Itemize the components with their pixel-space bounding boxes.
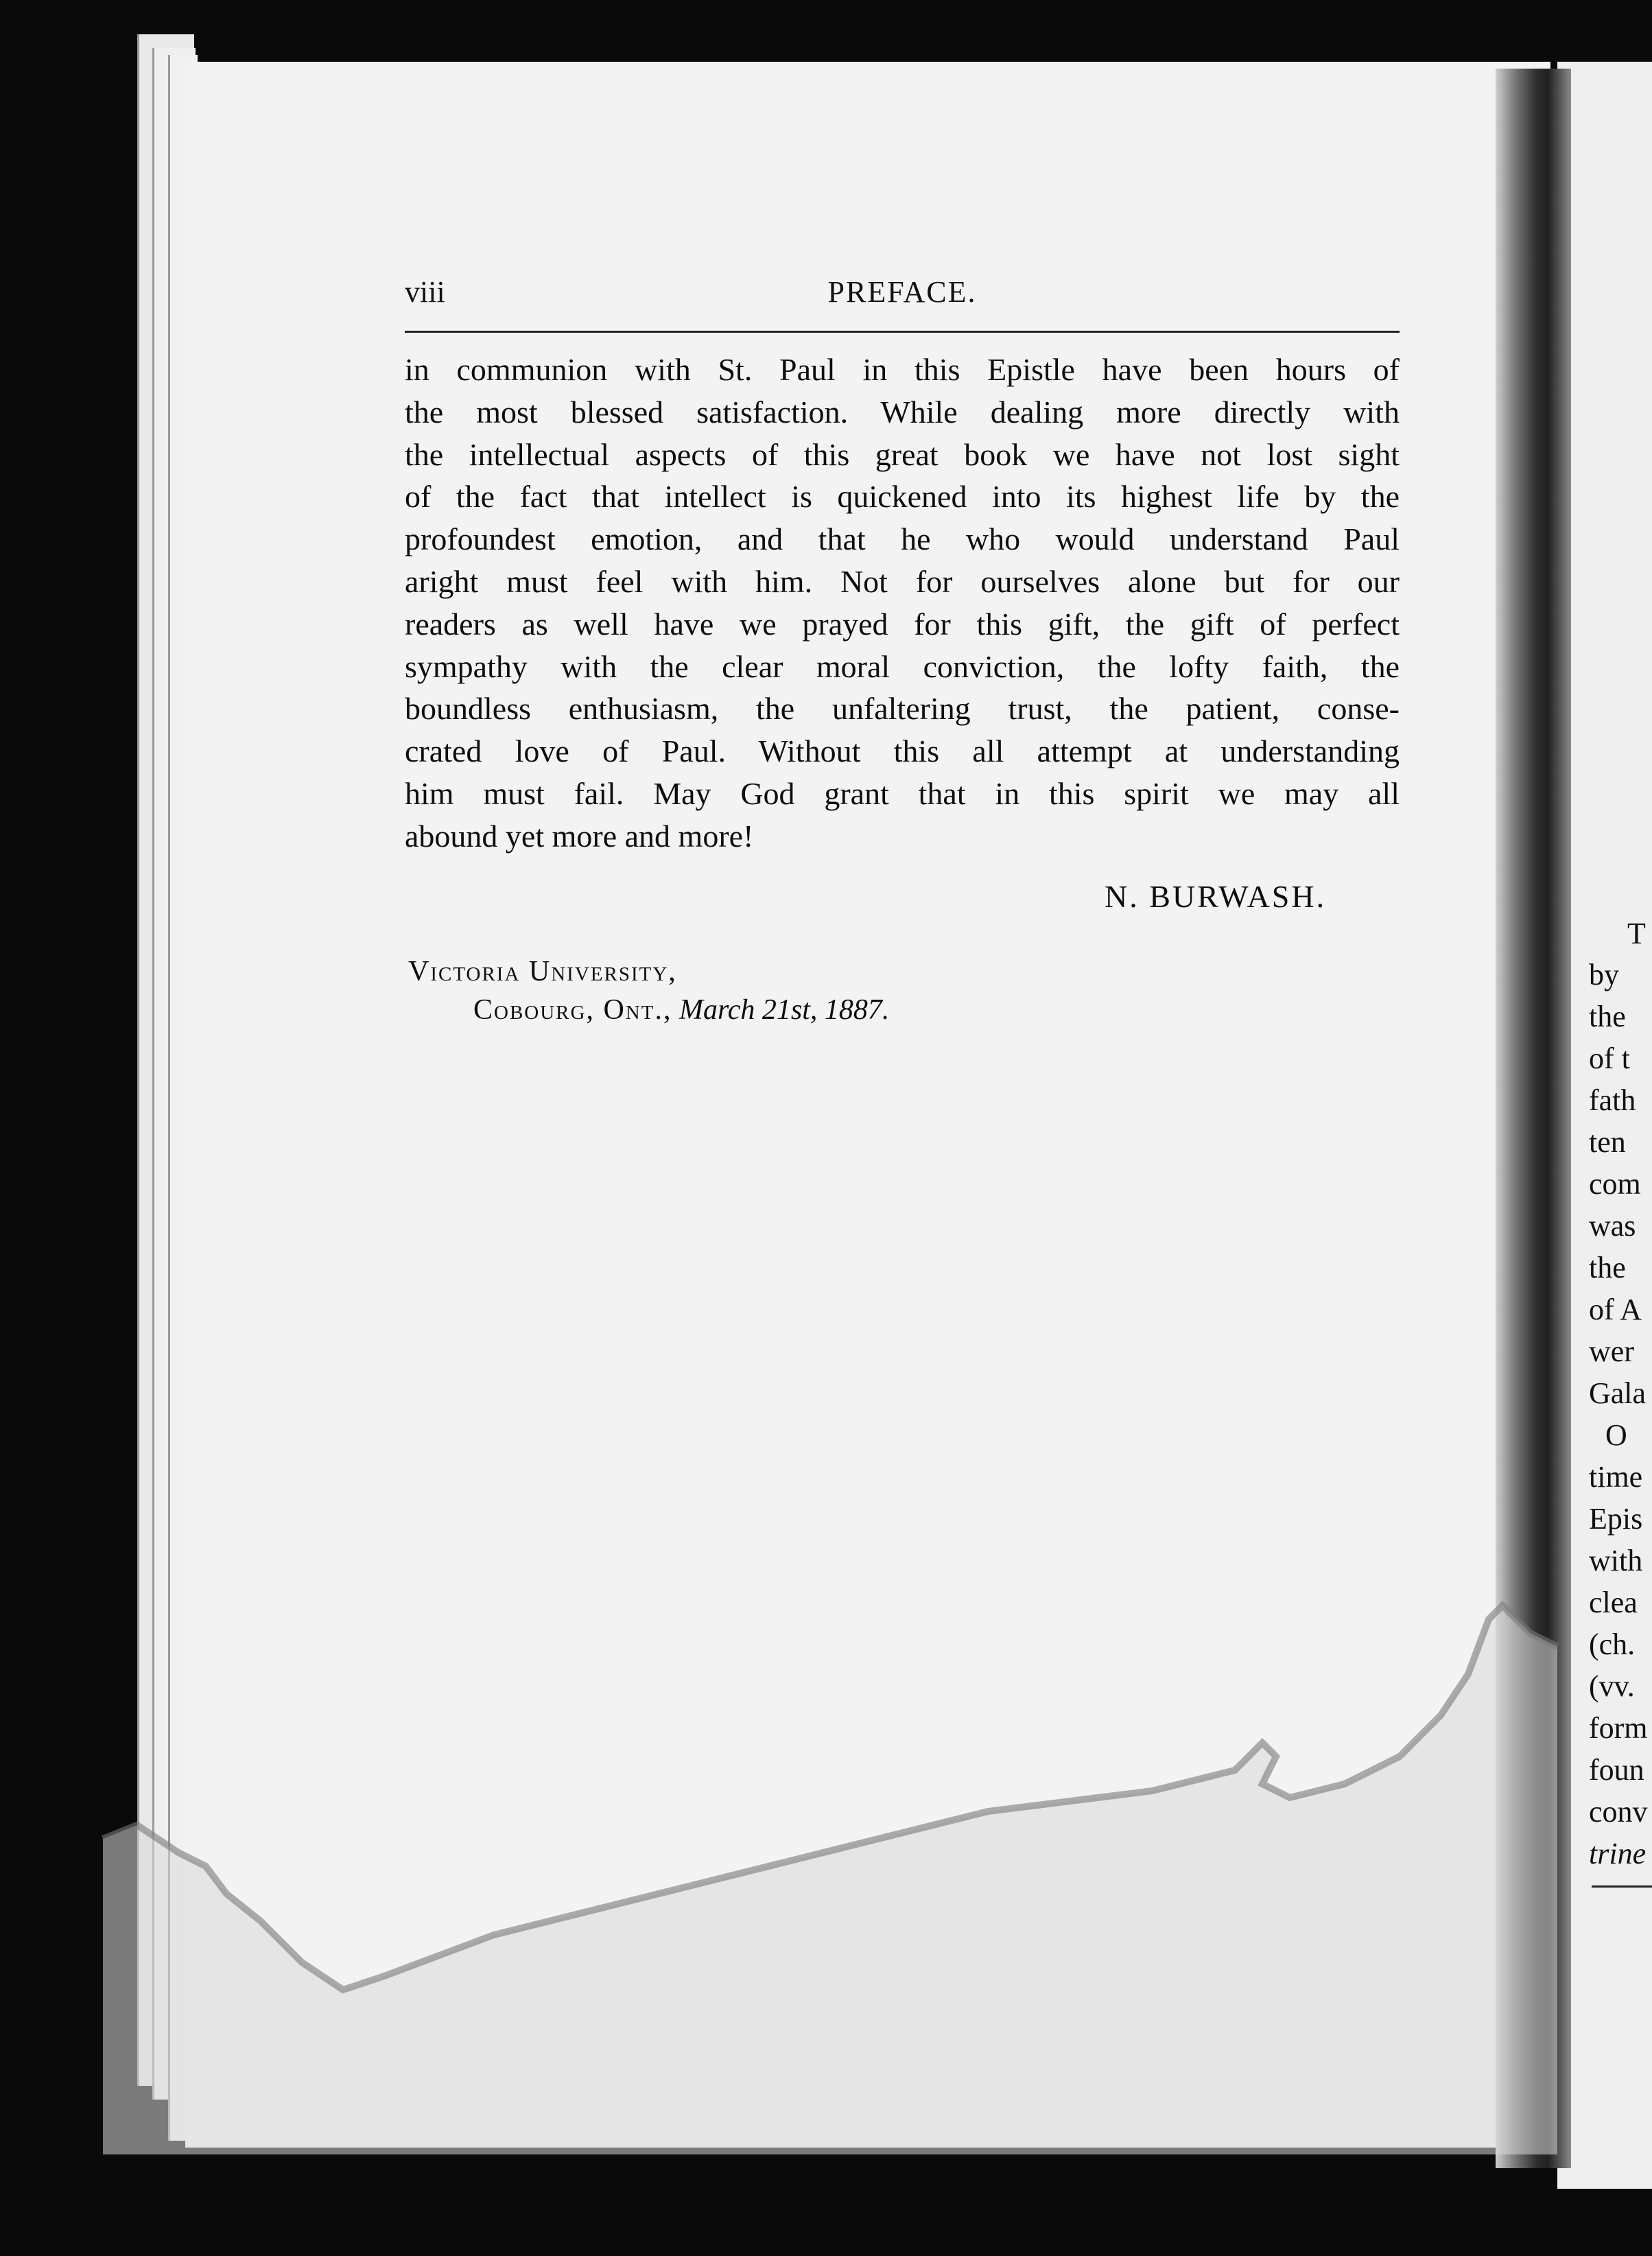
facing-text-fragment: foun (1589, 1753, 1644, 1787)
facing-text-fragment: (ch. (1589, 1628, 1636, 1661)
text-line: abound yet more and more! (405, 818, 754, 854)
facing-text-fragment: ten (1589, 1125, 1626, 1159)
facing-text-fragment: the (1589, 1251, 1626, 1284)
facing-text-fragment: Epis (1589, 1502, 1643, 1536)
facing-footnote-rule (1592, 1885, 1652, 1888)
place-text: Cobourg, Ont., (473, 994, 672, 1026)
header-rule (405, 331, 1400, 333)
text-line: crated love of Paul. Without this all attempt at understanding (405, 733, 1400, 769)
text-line: sympathy with the clear moral conviction, the lofty faith, the (405, 648, 1400, 684)
facing-text-fragment: of A (1589, 1293, 1642, 1326)
page-header (405, 274, 1400, 316)
facing-text-fragment: of t (1589, 1042, 1630, 1075)
facing-text-fragment: trine (1589, 1837, 1647, 1870)
date-text: March 21st, 1887. (678, 994, 890, 1026)
facing-text-fragment: Gala (1589, 1376, 1647, 1410)
facing-text-fragment: the (1589, 1000, 1626, 1033)
text-line: profoundest emotion, and that he who would understand Paul (405, 521, 1400, 557)
place-date-line (473, 994, 889, 1026)
facing-text-fragment: clea (1589, 1586, 1638, 1619)
facing-text-fragment: time (1589, 1460, 1643, 1494)
place-line: Victoria University, (408, 956, 677, 987)
text-line: the intellectual aspects of this great book we have not lost sight (405, 436, 1400, 472)
facing-text-fragment: com (1589, 1167, 1641, 1201)
facing-text-fragment: by (1589, 958, 1619, 991)
facing-text-fragment: (vv. (1589, 1669, 1635, 1703)
text-line: aright must feel with him. Not for ourselves alone but for our (405, 563, 1400, 599)
text-line: boundless enthusiasm, the unfaltering trust, the patient, conse- (405, 691, 1400, 727)
facing-text-fragment: fath (1589, 1083, 1636, 1117)
text-line: the most blessed satisfaction. While dealing more directly with (405, 394, 1400, 430)
facing-text-fragment: O (1605, 1418, 1627, 1452)
facing-text-fragment: form (1589, 1711, 1648, 1745)
preface-text (405, 349, 1400, 858)
facing-text-fragment: T (1627, 917, 1646, 950)
text-line: him must fail. May God grant that in this spirit we may all (405, 775, 1400, 811)
text-line: of the fact that intellect is quickened into its highest life by the (405, 479, 1400, 515)
facing-text-fragment: with (1589, 1544, 1643, 1577)
text-line: in communion with St. Paul in this Epistle have been hours of (405, 352, 1400, 387)
page-number: viii (405, 275, 445, 309)
facing-text-fragment: was (1589, 1209, 1636, 1243)
text-line: readers as well have we prayed for this gift, the gift of perfect (405, 606, 1400, 642)
running-head: PREFACE. (827, 275, 977, 309)
author-signature: N. BURWASH. (1105, 879, 1327, 914)
facing-text-fragment: conv (1589, 1795, 1648, 1829)
facing-text-fragment: wer (1589, 1335, 1634, 1368)
